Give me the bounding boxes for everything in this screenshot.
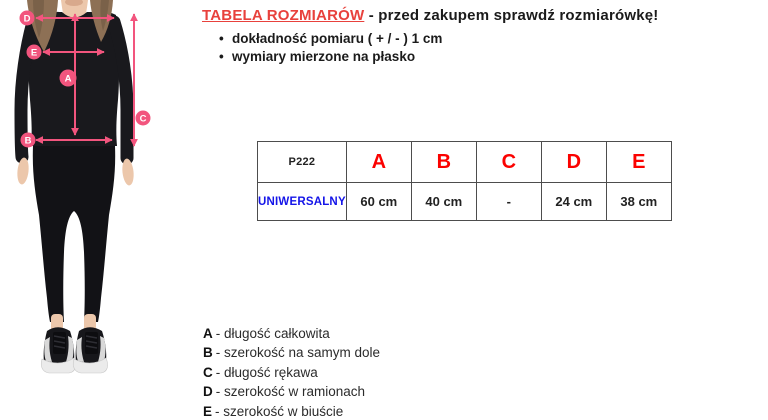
product-code: P222 [258, 142, 347, 183]
legend-letter-d: D [203, 384, 213, 400]
measurement-notes [202, 30, 762, 66]
column-header-e: E [606, 142, 671, 183]
value-a: 60 cm [346, 183, 411, 221]
size-table-data-row [258, 183, 672, 221]
legend-item-c [203, 363, 380, 382]
legend-desc-d: - szerokość w ramionach [215, 384, 366, 400]
page-title [202, 7, 762, 24]
legend-item-a [203, 324, 380, 343]
column-header-c: C [476, 142, 541, 183]
legend-letter-c: C [203, 364, 213, 380]
sneaker-right [73, 327, 107, 373]
legend-desc-e: - szerokość w biuście [215, 403, 344, 419]
legend-letter-a: A [203, 326, 213, 341]
value-e: 38 cm [606, 183, 671, 221]
size-table-header-row [258, 142, 672, 183]
value-b: 40 cm [411, 183, 476, 221]
marker-c-label: C [139, 113, 147, 125]
model-photo [0, 0, 195, 420]
page-title-rest: - przed zakupem sprawdź rozmiarówkę! [368, 7, 659, 24]
legend-desc-c: - długość rękawa [215, 364, 318, 380]
size-table [257, 141, 672, 221]
column-header-a: A [346, 142, 411, 183]
marker-a-label: A [64, 73, 72, 85]
sneaker-left [41, 327, 75, 373]
measurement-legend [203, 324, 380, 420]
marker-b-label: B [24, 135, 32, 147]
note-accuracy: • dokładność pomiaru ( + / - ) 1 cm [232, 30, 762, 48]
legend-desc-a: - długość całkowita [215, 326, 330, 341]
value-c: - [476, 183, 541, 221]
size-name: UNIWERSALNY [258, 183, 347, 221]
legend-item-b [203, 343, 380, 362]
column-header-b: B [411, 142, 476, 183]
page-title-highlight: TABELA ROZMIARÓW [202, 7, 365, 24]
marker-e-label: E [30, 47, 38, 59]
header [202, 7, 762, 66]
marker-d-label: D [23, 13, 31, 25]
column-header-d: D [541, 142, 606, 183]
legend-desc-b: - szerokość na samym dole [215, 345, 381, 361]
note-flat: • wymiary mierzone na płasko [232, 48, 762, 66]
legend-item-e [203, 402, 380, 420]
value-d: 24 cm [541, 183, 606, 221]
legend-letter-e: E [203, 403, 213, 419]
legend-item-d [203, 382, 380, 401]
legend-letter-b: B [203, 345, 213, 361]
